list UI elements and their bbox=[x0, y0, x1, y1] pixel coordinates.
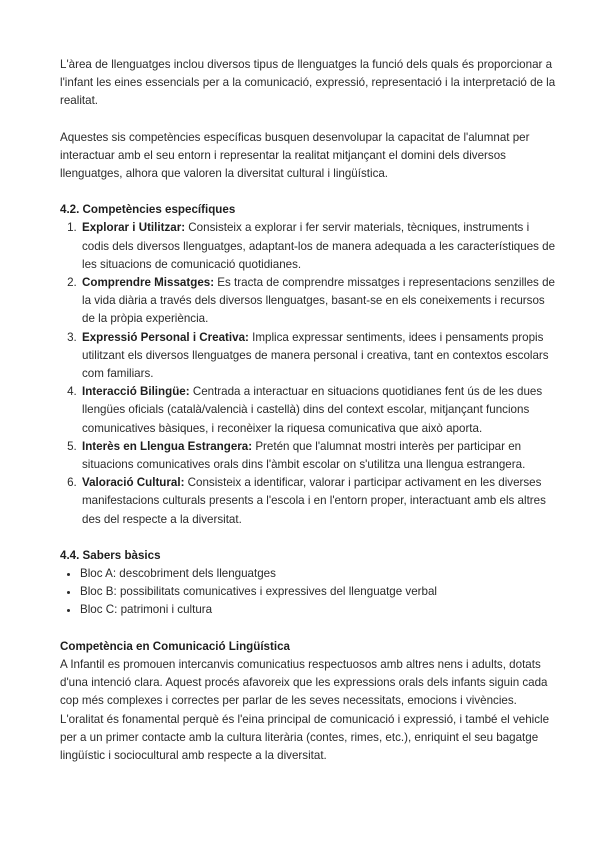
list-item-title: Interès en Llengua Estrangera: bbox=[82, 439, 253, 453]
list-item-title: Expressió Personal i Creativa: bbox=[82, 330, 249, 344]
list-item-text: Centrada a interactuar en situacions quotidianes fent ús de les dues llengües oficials (català/valencià i castellà) dins del context escolar, mitjançant funcions comunicatives bàsiques, i reconèixer la riquesa comunicativa que això aporta. bbox=[82, 385, 543, 435]
list-item bbox=[80, 438, 558, 474]
competencies-heading: 4.2. Competències específiques bbox=[60, 203, 236, 217]
intro-paragraph-2: Aquestes sis competències específicas busquen desenvolupar la capacitat de l'alumnat per interactuar amb el seu entorn i representar la realitat mitjançant el domini dels diversos llenguatges, alhora que valoren la diversitat cultural i lingüística. bbox=[60, 130, 530, 181]
list-item-text: Consisteix a explorar i fer servir materials, tècniques, instruments i codis dels diversos llenguatges, adaptant-los de manera adequada a les característiques de les situacions de comunicació quotidianes. bbox=[82, 221, 556, 271]
list-item-text: Implica expressar sentiments, idees i pensaments propis utilitzant els diversos llenguatges de manera personal i creativa, tant en contextos escolars com familiars. bbox=[82, 330, 549, 381]
sabers-list bbox=[60, 565, 558, 620]
list-item bbox=[80, 474, 558, 529]
list-item: • Bloc B: possibilitats comunicatives i expressives del llenguatge verbal bbox=[80, 583, 558, 601]
list-item-title: Valoració Cultural: bbox=[82, 476, 185, 490]
list-item: • Bloc A: descobriment dels llenguatges bbox=[80, 565, 558, 583]
comunicacio-paragraph-2: L'oralitat és fonamental perquè és l'eina principal de comunicació i expressió, i també el vehicle per a un primer contacte amb la cultura literària (contes, rimes, etc.), enriquint el seu bagatge lingüístic i sociocultural amb respecte a la diversitat. bbox=[60, 712, 550, 762]
sabers-heading: 4.4. Sabers bàsics bbox=[60, 548, 161, 562]
list-item bbox=[80, 219, 558, 274]
list-item bbox=[80, 383, 558, 438]
list-item: • Bloc C: patrimoni i cultura bbox=[80, 601, 558, 619]
list-item bbox=[80, 329, 558, 384]
intro-paragraph-1: L'àrea de llenguatges inclou diversos tipus de llenguatges la funció dels quals és proporcionar a l'infant les eines essencials per a la comunicació, expressió, representació i la interpretació de la realitat. bbox=[60, 58, 556, 108]
list-item-title: Interacció Bilingüe: bbox=[82, 385, 190, 399]
comunicacio-heading: Competència en Comunicació Lingüística bbox=[60, 639, 290, 653]
list-item-title: Comprendre Missatges: bbox=[82, 276, 215, 290]
comunicacio-paragraph-1: A Infantil es promouen intercanvis comunicatius respectuosos amb altres nens i adults, dotats d'una intenció clara. Aquest procés afavoreix que les expressions orals dels infants siguin cada cop més complexes i correctes per parlar de les seves necessitats, emocions i vivències. bbox=[60, 657, 548, 708]
list-item-text: Pretén que l'alumnat mostri interès per participar en situacions comunicatives orals dins l'àmbit escolar on s'utilitza una llengua estrangera. bbox=[82, 439, 526, 472]
competencies-list bbox=[60, 219, 558, 528]
list-item-text: Es tracta de comprendre missatges i representacions senzilles de la vida diària a través dels diversos llenguatges, basant-se en els coneixements i recursos de la pròpia experiència. bbox=[82, 276, 555, 326]
list-item bbox=[80, 274, 558, 329]
list-item-text: Consisteix a identificar, valorar i participar activament en les diverses manifestacions culturals presents a l'escola i en l'entorn proper, interactuant amb els altres des del respecte a la diversitat. bbox=[82, 476, 546, 526]
list-item-title: Explorar i Utilitzar: bbox=[82, 221, 186, 235]
